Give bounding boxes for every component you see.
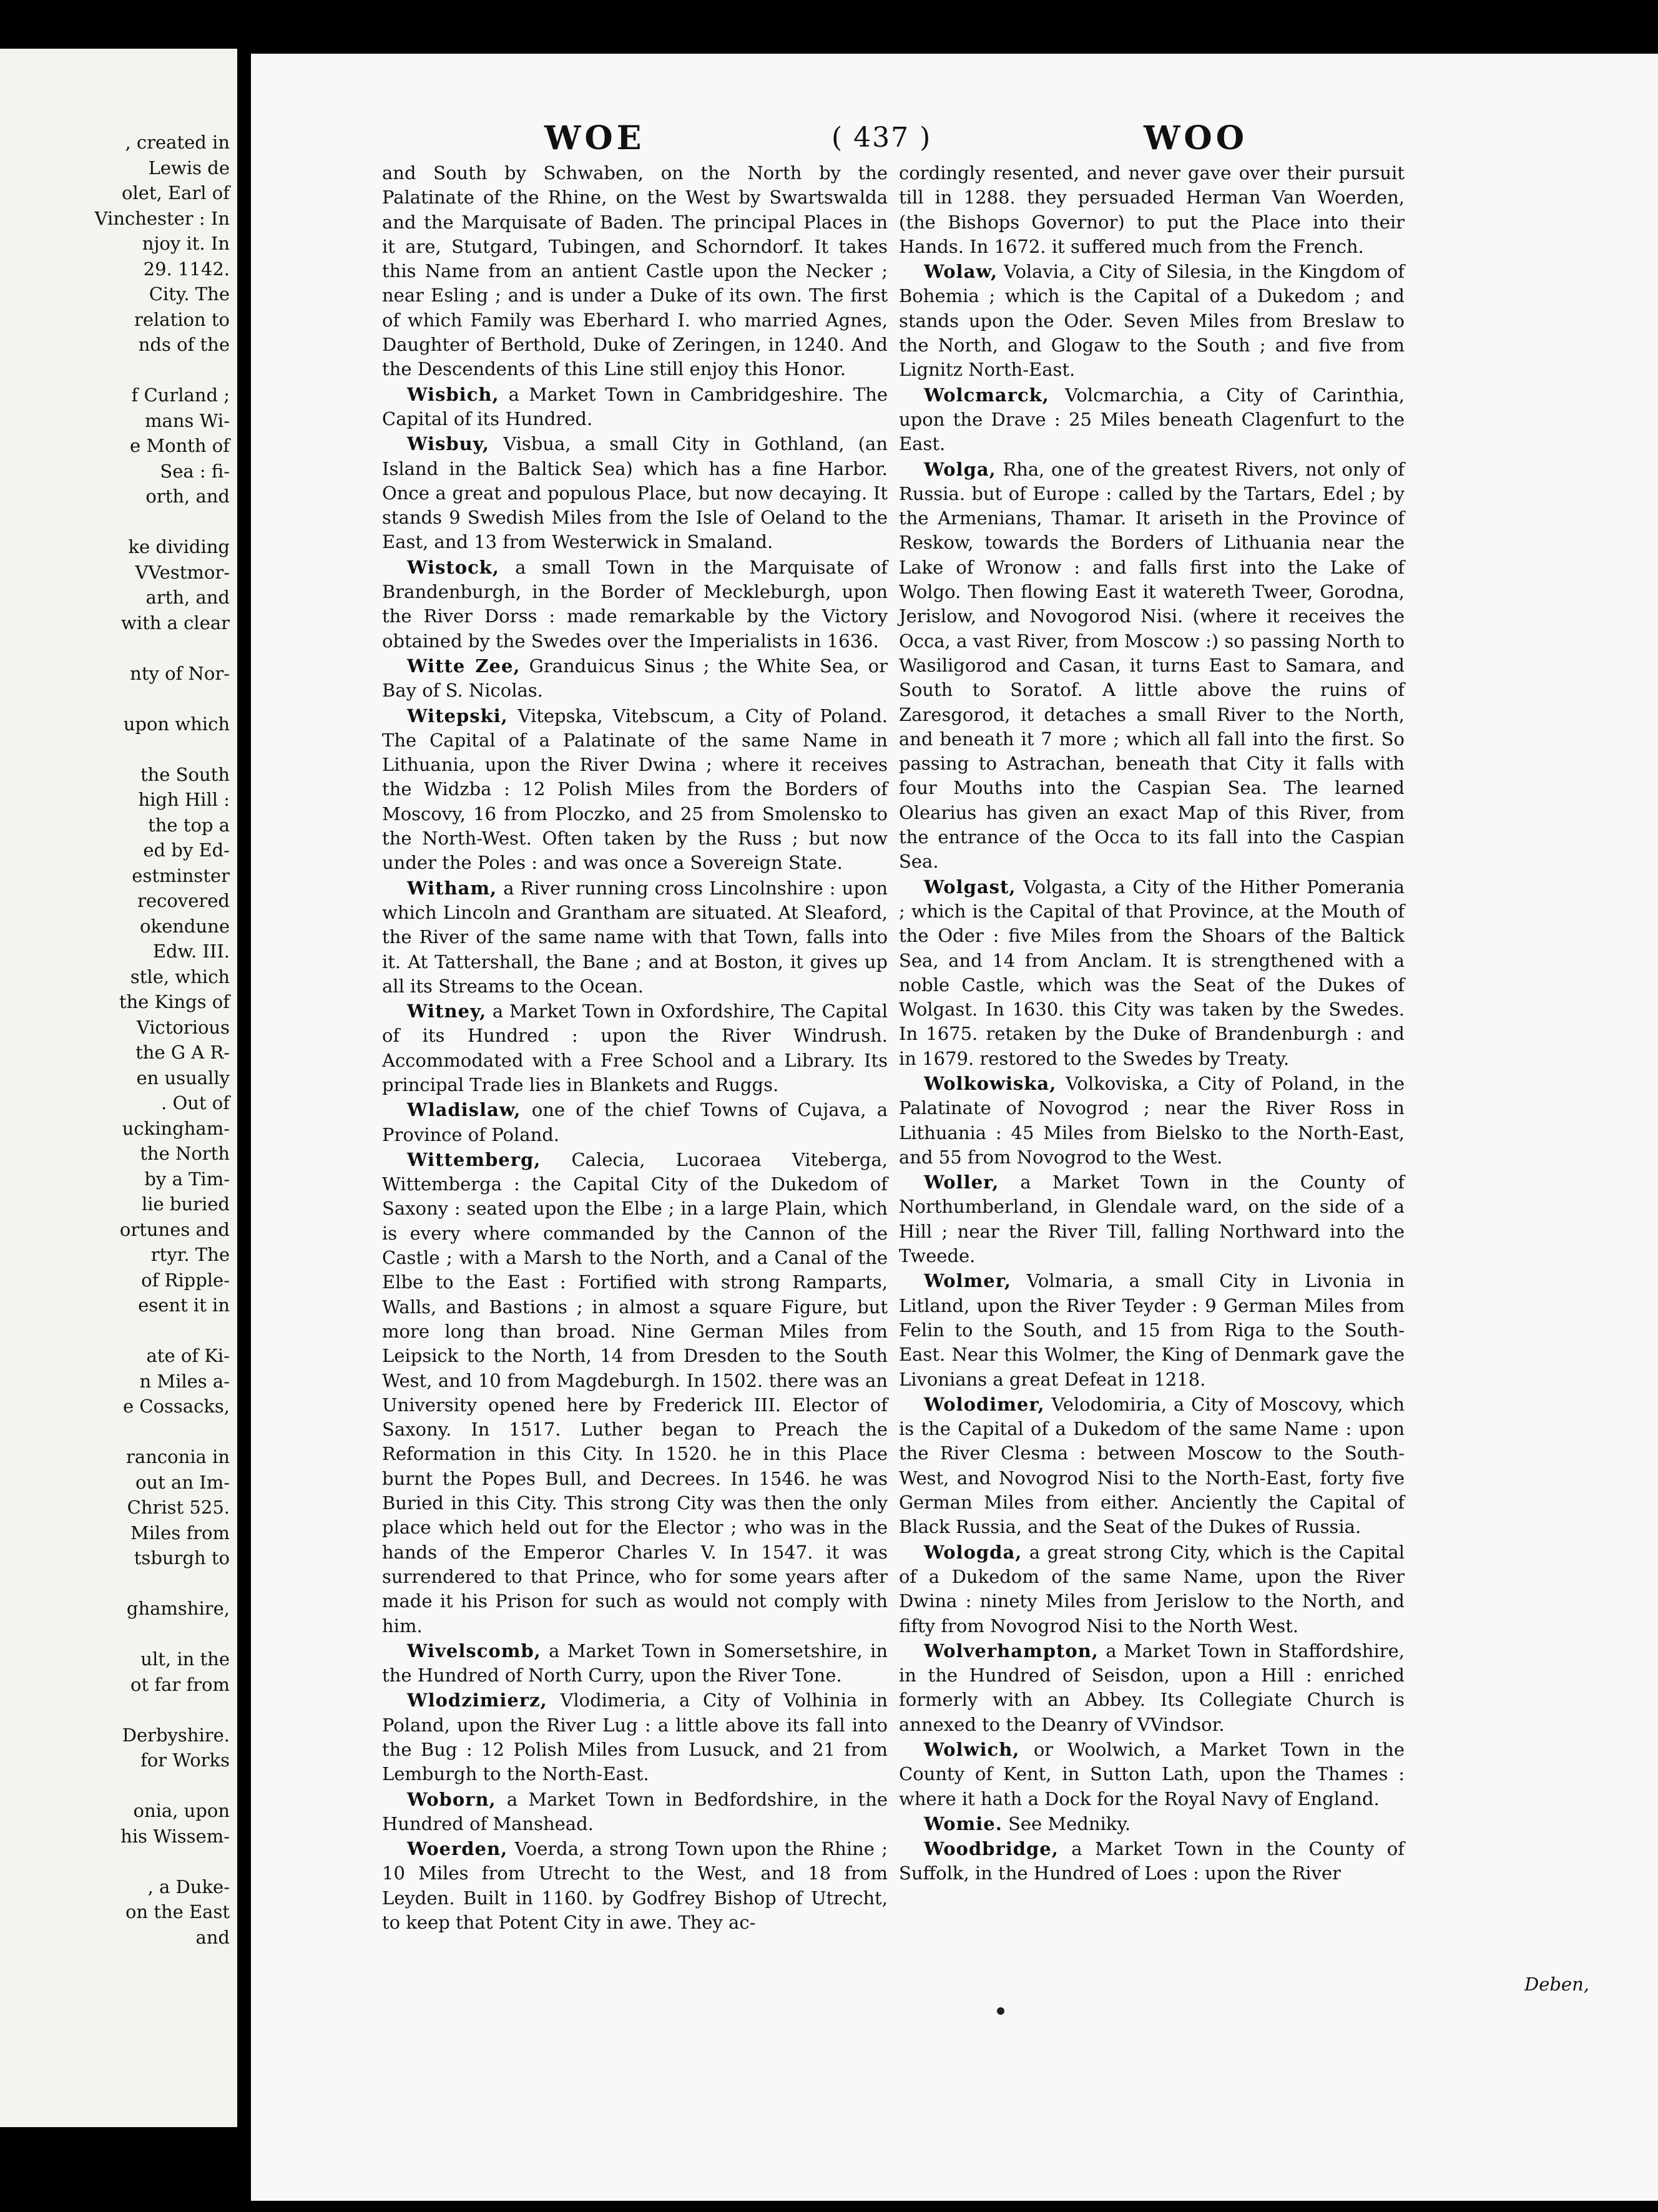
entry-headword: Wolga, — [924, 458, 996, 480]
dictionary-entry — [382, 876, 888, 999]
entry-headword: Witte Zee, — [407, 655, 521, 677]
dictionary-entry — [382, 161, 888, 382]
entry-headword: Wittemberg, — [407, 1148, 541, 1170]
entry-text: a Market Town in Cambridgeshire. The Capital of its Hundred. — [382, 383, 888, 429]
entry-headword: Wolaw, — [924, 261, 998, 283]
left-page-line: the top a — [148, 814, 230, 836]
entry-headword: Woerden, — [407, 1838, 508, 1860]
dictionary-entry — [899, 1072, 1405, 1170]
left-page-line: olet, Earl of — [122, 182, 230, 203]
dictionary-entry — [382, 1688, 888, 1786]
entry-text: a small Town in the Marquisate of Brandenburgh, in the Border of Meckleburgh, upon the River Dorss : made remarkable by the Victory obtained by the Swedes over the Imperialists in 1636. — [382, 556, 888, 652]
left-page-line: Edw. III. — [152, 941, 230, 962]
entry-text: Rha, one of the greatest Rivers, not only of Russia. but of Europe : called by the Tartars, Edel ; by the Armenians, Thamar. It ariseth in the Province of Reskow, towards the Borders of Lithuania near the Lake of Wronow : and falls first into the Lake of Wolgo. Then flowing East it watereth Tweer, Gorodna, Jerislow, and Novogorod Nisi. (where it receives the Occa, a vast River, from Moscow :) so passing North to Wasiligorod and Casan, it turns East to Samara, and South to Soratof. A little above the ruins of Zaresgorod, it detaches a small River to the North, and beneath it 7 more ; which all fall into the first. So passing to Astrachan, beneath that City it falls with four Mouths into the Caspian Sea. The learned Olearius has given an exact Map of this River, from the entrance of the Occa to its fall into the Caspian Sea. — [899, 458, 1405, 873]
page-number: ( 437 ) — [831, 122, 932, 154]
entry-text: Volkoviska, a City of Poland, in the Palatinate of Novogrod ; near the River Ross in Lithuania : 45 Miles from Bielsko to the North-East, and 55 from Novogrod to the West. — [899, 1072, 1405, 1168]
left-page-fragment — [0, 49, 237, 2127]
entry-headword: Witham, — [407, 877, 498, 899]
left-page-line: njoy it. In — [142, 233, 230, 254]
entry-text: Visbua, a small City in Gothland, (an Island in the Baltick Sea) which has a fine Harbor. Once a great and populous Place, but now decaying. It stands 9 Swedish Miles from the Isle of Oeland to the East, and 13 from Westerwick in Smaland. — [382, 433, 888, 553]
entry-text: Granduicus Sinus ; the White Sea, or Bay of S. Nicolas. — [382, 655, 888, 702]
entry-text: a River running cross Lincolnshire : upon which Lincoln and Grantham are situated. At Sleaford, the River of the same name with that Town, falls into it. At Tattershall, the Bane ; and at Boston, it gives up all its Streams to the Ocean. — [382, 877, 888, 997]
dictionary-entry — [382, 432, 888, 554]
left-page-line: Vinchester : In — [94, 207, 230, 229]
left-page-line: mans Wi- — [145, 409, 230, 431]
left-page-line — [95, 1571, 230, 1597]
entry-headword: Witney, — [407, 1001, 487, 1022]
dictionary-entry — [899, 1540, 1405, 1638]
entry-headword: Witepski, — [407, 705, 508, 727]
entry-text: Volavia, a City of Silesia, in the Kingdom of Bohemia ; which is the Capital of a Dukedom ; and stands upon the Oder. Seven Miles from Breslaw to the North, and Glogaw to the South ; and five from Lignitz North-East. — [899, 261, 1405, 381]
left-page-line: VVestmor- — [135, 561, 230, 583]
entry-headword: Wolkowiska, — [924, 1072, 1057, 1094]
dictionary-entry — [382, 999, 888, 1097]
left-page-line: esent it in — [138, 1294, 230, 1316]
left-page-line: Sea : fi- — [160, 460, 230, 482]
entry-text: Volgasta, a City of the Hither Pomerania ; which is the Capital of that Province, at the Mouth of the Oder : five Miles from the Shoars of the Baltick Sea, and 14 from Anclam. It is strengthened with a noble Castle, which was the Seat of the Dukes of Wolgast. In 1630. this City was taken by the Swedes. In 1675. retaken by the Duke of Brandenburgh : and in 1679. restored to the Swedes by Treaty. — [899, 876, 1405, 1069]
text-column-left — [382, 161, 888, 1936]
dictionary-entry — [899, 1837, 1405, 1886]
left-page-line: on the East — [125, 1901, 230, 1922]
entry-text: cordingly resented, and never gave over their pursuit till in 1288. they persuaded Herman Van Woerden, (the Bishops Governor) to put the Place into their Hands. In 1672. it suffered much from the French. — [899, 162, 1405, 257]
left-page-line: the Kings of — [119, 991, 230, 1012]
left-page-line: relation to — [134, 308, 230, 330]
entry-headword: Wolwich, — [924, 1739, 1020, 1760]
left-page-line: estminster — [132, 864, 230, 886]
left-page-line — [95, 1419, 230, 1445]
dictionary-entry — [899, 1812, 1405, 1836]
left-page-line: the North — [140, 1143, 230, 1164]
entry-headword: Wolodimer, — [924, 1393, 1045, 1415]
left-page-line: out an Im- — [135, 1471, 230, 1493]
left-page-line: nds of the — [138, 334, 230, 355]
left-page-line — [95, 686, 230, 712]
entry-headword: Wladislaw, — [407, 1099, 521, 1121]
left-page-line: en usually — [136, 1067, 230, 1089]
left-page-line: f Curland ; — [131, 384, 230, 406]
page-gutter — [237, 0, 251, 2212]
dictionary-entry — [899, 458, 1405, 874]
header-left-word: WOE — [544, 119, 645, 157]
entry-text: a great strong City, which is the Capital of a Dukedom of the same Name, upon the River Dwina : ninety Miles from Jerislow to the North, and fifty from Novogrod Nisi to the North West. — [899, 1541, 1405, 1637]
left-page-line: his Wissem- — [120, 1825, 230, 1847]
left-page-line: Derbyshire. — [122, 1724, 230, 1746]
entry-headword: Wisbich, — [407, 383, 499, 405]
left-page-line: okendune — [140, 915, 230, 937]
entry-headword: Wolverhampton, — [924, 1640, 1099, 1661]
left-page-line: ot far from — [130, 1673, 230, 1695]
entry-text: a Market Town in the County of Northumberland, in Glendale ward, on the side of a Hill ; near the River Till, falling Northward into the Tweede. — [899, 1172, 1405, 1267]
left-page-line: Christ 525. — [127, 1497, 230, 1518]
dictionary-entry — [382, 654, 888, 703]
dictionary-entry — [899, 383, 1405, 457]
dictionary-entry — [382, 1098, 888, 1147]
entry-text: Vlodimeria, a City of Volhinia in Poland, upon the River Lug : a little above its fall into the Bug : 12 Polish Miles from Lusuck, and 21 from Lemburgh to the North-East. — [382, 1690, 888, 1785]
left-page-line: ghamshire, — [126, 1598, 230, 1619]
entry-text: a Market Town in Oxfordshire, The Capital of its Hundred : upon the River Windrush. Accommodated with a Free School and a Library. Its principal Trade lies in Blankets and Ruggs. — [382, 1001, 888, 1095]
entry-text: and South by Schwaben, on the North by the Palatinate of the Rhine, on the West by Swartswalda and the Marquisate of Baden. The principal Places in it are, Stutgard, Tubingen, and Schorndorf. It takes this Name from an antient Castle upon the Necker ; near Esling ; and is under a Duke of its own. The first of which Family was Eberhard I. who married Agnes, Daughter of Berthold, Duke of Zeringen, in 1240. And the Descendents of this Line still enjoy this Honor. — [382, 162, 888, 380]
left-page-line — [95, 1849, 230, 1874]
dictionary-entry — [382, 1837, 888, 1935]
dictionary-entry — [382, 1639, 888, 1688]
left-page-line: orth, and — [145, 486, 230, 507]
left-page-line: 29. 1142. — [143, 258, 230, 280]
entry-text: See Medniky. — [1002, 1813, 1131, 1834]
entry-headword: Woborn, — [407, 1788, 496, 1810]
entry-text: a Market Town in Bedfordshire, in the Hundred of Manshead. — [382, 1788, 888, 1834]
left-page-line: Lewis de — [148, 157, 230, 179]
left-page-line: , a Duke- — [147, 1876, 230, 1897]
entry-text: Velodomiria, a City of Moscovy, which is the Capital of a Dukedom of the same Name : upon the River Clesma : between Moscow to the South-West, and Novogrod Nisi to the North-East, forty five German Miles from either. Anciently the Capital of Black Russia, and the Seat of the Dukes of Russia. — [899, 1393, 1405, 1538]
left-page-line: for Works — [140, 1750, 230, 1771]
entry-text: a Market Town in the County of Suffolk, in the Hundred of Loes : upon the River — [899, 1838, 1405, 1884]
left-page-text — [95, 130, 230, 1950]
left-page-line: ed by Ed- — [143, 839, 230, 861]
left-page-line: ult, in the — [140, 1648, 230, 1670]
left-page-line: by a Tim- — [144, 1168, 230, 1190]
entry-headword: Wisbuy, — [407, 433, 489, 455]
dictionary-entry — [382, 383, 888, 432]
left-page-line: recovered — [137, 890, 230, 911]
left-page-line: n Miles a- — [139, 1370, 230, 1392]
left-page-line — [95, 509, 230, 535]
left-page-line: of Ripple- — [141, 1269, 230, 1291]
left-page-line: City. The — [149, 283, 230, 305]
left-page-line: onia, upon — [133, 1800, 230, 1821]
dictionary-entry — [382, 704, 888, 876]
entry-text: Vitepska, Vitebscum, a City of Poland. The Capital of a Palatinate of the same Name in Lithuania, upon the River Dwina ; where it receives the Widzba : 12 Polish Miles from the Borders of Moscovy, 16 from Ploczko, and 25 from Smolensko to the North-West. Often taken by the Russ ; but now under the Poles : and was once a Sovereign State. — [382, 705, 888, 874]
left-page-line: tsburgh to — [134, 1547, 230, 1568]
left-page-line: e Month of — [130, 435, 230, 456]
left-page-line: , created in — [125, 132, 230, 153]
entry-headword: Wivelscomb, — [407, 1640, 541, 1661]
entry-text: Volcmarchia, a City of Carinthia, upon the Drave : 25 Miles beneath Clagenfurt to the East. — [899, 384, 1405, 455]
entry-text: a Market Town in Staffordshire, in the Hundred of Seisdon, upon a Hill : enriched formerly with an Abbey. Its Collegiate Church is annexed to the Deanry of VVindsor. — [899, 1640, 1405, 1735]
left-page-line: upon which — [123, 713, 230, 735]
entry-text: or Woolwich, a Market Town in the County of Kent, in Sutton Lath, upon the Thames : where it hath a Dock for the Royal Navy of England. — [899, 1739, 1405, 1809]
catchword: Deben, — [1524, 1974, 1589, 1995]
running-header — [251, 119, 1658, 157]
dictionary-entry — [899, 260, 1405, 382]
left-page-line: rtyr. The — [150, 1244, 230, 1265]
left-page-line — [95, 358, 230, 383]
dictionary-entry — [899, 161, 1405, 259]
left-page-line — [95, 635, 230, 661]
entry-text: one of the chief Towns of Cujava, a Province of Poland. — [382, 1099, 888, 1145]
dictionary-entry — [899, 1392, 1405, 1540]
entry-text: Volmaria, a small City in Livonia in Litland, upon the River Teyder : 9 German Miles from Felin to the South, and 15 from Riga to the South-East. Near this Wolmer, the King of Denmark gave the Livonians a great Defeat in 1218. — [899, 1270, 1405, 1390]
dictionary-entry — [899, 1738, 1405, 1811]
left-page-line — [95, 1773, 230, 1799]
printer-mark — [997, 2007, 1004, 2015]
left-page-line: e Cossacks, — [123, 1396, 230, 1417]
dictionary-entry — [382, 555, 888, 653]
left-page-line — [95, 1697, 230, 1723]
left-page-line: ranconia in — [126, 1446, 230, 1467]
entry-headword: Wlodzimierz, — [407, 1690, 547, 1711]
left-page-line: stle, which — [130, 966, 230, 987]
left-page-line: high Hill : — [138, 789, 230, 810]
dictionary-entry — [382, 1788, 888, 1837]
dictionary-entry — [899, 875, 1405, 1071]
left-page-line: lie buried — [141, 1193, 230, 1215]
header-right-word: WOO — [1144, 119, 1248, 157]
entry-headword: Woller, — [924, 1172, 999, 1193]
left-page-line — [95, 1622, 230, 1647]
entry-headword: Wolmer, — [924, 1270, 1011, 1292]
dictionary-entry — [899, 1639, 1405, 1737]
left-page-line — [95, 737, 230, 762]
left-page-line: ke dividing — [128, 536, 230, 557]
entry-headword: Woodbridge, — [924, 1838, 1059, 1860]
entry-headword: Wolcmarck, — [924, 384, 1049, 406]
left-page-line: and — [195, 1926, 230, 1948]
left-page-line: the South — [140, 763, 230, 785]
dictionary-entry — [899, 1269, 1405, 1391]
document-page — [251, 54, 1658, 2201]
left-page-line: Miles from — [130, 1522, 230, 1544]
text-column-right — [899, 161, 1405, 1887]
left-page-line: the G A R- — [135, 1042, 230, 1063]
left-page-line: nty of Nor- — [130, 662, 230, 684]
entry-text: a Market Town in Somersetshire, in the Hundred of North Curry, upon the River Tone. — [382, 1640, 888, 1686]
left-page-line: ate of Ki- — [146, 1345, 230, 1366]
left-page-line: arth, and — [145, 587, 230, 608]
entry-headword: Wistock, — [407, 556, 499, 578]
left-page-line: ortunes and — [119, 1218, 230, 1240]
left-page-line: with a clear — [121, 612, 230, 634]
left-page-line: Victorious — [136, 1016, 230, 1038]
dictionary-entry — [382, 1148, 888, 1638]
left-page-line: . Out of — [161, 1092, 230, 1113]
dictionary-entry — [899, 1170, 1405, 1268]
entry-headword: Wologda, — [924, 1541, 1023, 1563]
left-page-line — [95, 1318, 230, 1344]
entry-text: Calecia, Lucoraea Viteberga, Wittemberga : the Capital City of the Dukedom of Saxony : seated upon the Elbe ; in a large Plain, which is every where commanded by the Cannon of the Castle ; with a Marsh to the North, and a Canal of the Elbe to the East : Fortified with strong Ramparts, Walls, and Bastions ; in almost a square Figure, but more long than broad. Nine German Miles from Leipsick to the North, 14 from Dresden to the South West, and 10 from Magdeburgh. In 1502. there was an University opened here by Frederick III. Elector of Saxony. In 1517. Luther began to Preach the Reformation in this City. In 1520. he in this Place burnt the Popes Bull, and Decrees. In 1546. he was Buried in this City. This strong City was then the only place which held out for the Elector ; who was in the hands of the Emperor Charles V. In 1547. it was surrendered to that Prince, who for some years after made it his Prison for such as would not comply with him. — [382, 1148, 888, 1637]
left-page-line: uckingham- — [122, 1117, 230, 1139]
entry-headword: Womie. — [924, 1813, 1003, 1834]
entry-headword: Wolgast, — [924, 876, 1016, 898]
entry-text: Voerda, a strong Town upon the Rhine ; 10 Miles from Utrecht to the West, and 18 from Leyden. Built in 1160. by Godfrey Bishop of Utrecht, to keep that Potent City in awe. They ac- — [382, 1838, 888, 1934]
